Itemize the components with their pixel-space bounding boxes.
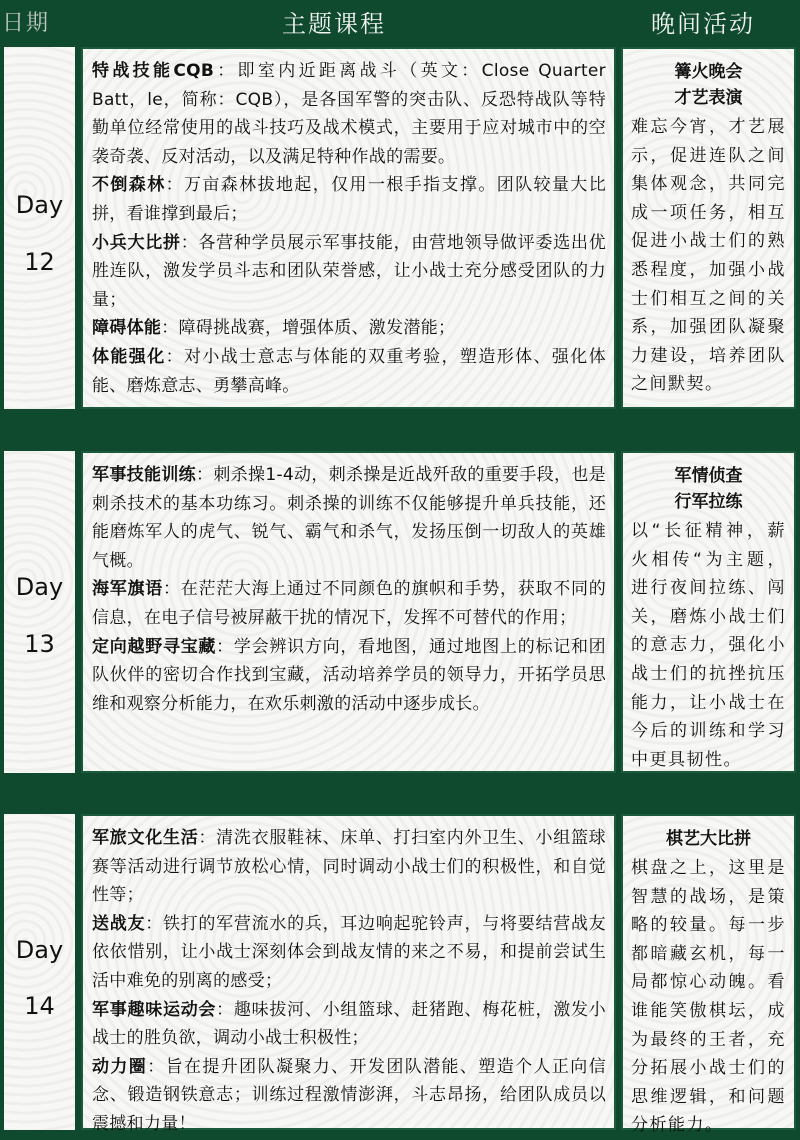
header-evening: 晚间活动 (651, 10, 755, 38)
topic-item (92, 824, 606, 910)
topic-title: 动力圈 (92, 1056, 148, 1077)
topic-text: ：旨在提升团队凝聚力、开发团队潜能、塑造个人正向信念、锻造钢铁意志；训练过程激情澎湃，斗志昂扬，给团队成员以震撼和力量！ (92, 1056, 607, 1134)
topic-title: 送战友 (92, 913, 146, 934)
topic-item (92, 633, 606, 719)
topic-item (92, 229, 606, 315)
table-header (0, 0, 800, 40)
topic-list (92, 824, 606, 1139)
day-label: Day (15, 191, 64, 219)
topic-item (92, 314, 606, 343)
evening-cell-13 (621, 451, 796, 773)
topic-item (92, 461, 606, 575)
day-label: Day (15, 573, 64, 601)
topic-title: 海军旗语 (92, 579, 163, 600)
evening-description: 以“长征精神，薪火相传“为主题，进行夜间拉练、闯关，磨炼小战士们的意志力，强化小战士们的抗挫抗压能力，让小战士在今后的训练和学习中更具韧性。 (631, 521, 786, 770)
topic-item (92, 575, 606, 632)
day-cell-12 (4, 47, 75, 409)
topic-text: ：铁打的军营流水的兵，耳边响起驼铃声，与将要结营战友依依惜别，让小战士深刻体会到战友情的来之不易，和提前尝试生活中难免的别离的感受； (92, 913, 606, 991)
topic-cell-12 (81, 47, 616, 409)
topic-title: 障碍体能 (92, 318, 162, 339)
topic-item (92, 343, 606, 400)
topic-item (92, 1053, 606, 1139)
topic-list (92, 461, 606, 718)
day-number: 13 (24, 630, 55, 658)
evening-title: 才艺表演 (674, 88, 743, 108)
evening-description: 难忘今宵，才艺展示，促进连队之间集体观念，共同完成一项任务，相互促进小战士们的熟悉程度，加强小战士们相互之间的关系，加强团队凝聚力建设，培养团队之间默契。 (631, 117, 786, 395)
evening-title: 军情侦查 (674, 466, 743, 486)
day-cell-14 (4, 814, 75, 1130)
day-cell-13 (4, 451, 75, 773)
topic-title: 军旅文化生活 (92, 828, 199, 848)
topic-list (92, 57, 606, 400)
topic-item (92, 996, 606, 1053)
topic-text: ：清洗衣服鞋袜、床单、打扫室内外卫生、小组篮球赛等活动进行调节放松心情，同时调动小战士们的积极性，和自觉性等； (92, 828, 606, 906)
evening-title: 棋艺大比拼 (666, 829, 751, 849)
topic-cell-14 (81, 814, 616, 1134)
topic-text: ：学会辨识方向，看地图，通过地图上的标记和团队伙伴的密切合作找到宝藏，活动培养学员的领导力，开拓学员思维和观察分析能力，在欢乐刺激的活动中逐步成长。 (92, 636, 606, 714)
topic-item (92, 910, 606, 996)
day-number: 12 (24, 248, 55, 276)
topic-text: ：在茫茫大海上通过不同颜色的旗帜和手势，获取不同的信息，在电子信号被屏蔽干扰的情况下，发挥不可替代的作用； (92, 579, 607, 628)
topic-title: 体能强化 (92, 346, 166, 367)
topic-item (92, 171, 606, 228)
evening-cell-12 (621, 47, 796, 409)
topic-text: ：趣味拔河、小组篮球、赶猪跑、梅花桩，激发小战士的胜负欲，调动小战士积极性； (92, 999, 606, 1049)
evening-description: 棋盘之上，这里是智慧的战场，是策略的较量。每一步都暗藏玄机，每一局都惊心动魄。看谁能笑傲棋坛，成为最终的王者，充分拓展小战士们的思维逻辑，和问题分析能力。 (631, 858, 786, 1136)
topic-title: 特战技能CQB (92, 61, 215, 81)
evening-cell-14 (621, 814, 796, 1136)
day-number: 14 (24, 992, 55, 1020)
topic-title: 小兵大比拼 (92, 232, 181, 253)
header-date: 日期 (2, 11, 51, 36)
evening-title: 篝火晚会 (674, 62, 743, 82)
evening-content (631, 59, 786, 399)
evening-content (631, 463, 786, 774)
topic-cell-13 (81, 451, 616, 773)
header-topic: 主题课程 (282, 10, 386, 38)
topic-text: ：对小战士意志与体能的双重考验，塑造形体、强化体能、磨炼意志、勇攀高峰。 (92, 346, 607, 396)
evening-title: 行军拉练 (674, 492, 743, 512)
topic-title: 军事趣味运动会 (92, 999, 217, 1020)
topic-title: 军事技能训练 (92, 465, 196, 485)
topic-title: 定向越野寻宝藏 (92, 636, 217, 657)
topic-text: ：障碍挑战赛，增强体质、激发潜能； (161, 318, 456, 339)
day-label: Day (15, 936, 64, 964)
topic-item (92, 57, 606, 171)
topic-text: ：即室内近距离战斗（英文：Close Quarter Batt，le，简称：CQB），是各国军警的突击队、反恐特战队等特勤单位经常使用的战斗技巧及战术模式，主要用于应对城市中的空袭奇袭、反对活动，以及满足特种作战的需要。 (92, 61, 606, 167)
topic-text: ：各营种学员展示军事技能，由营地领导做评委选出优胜连队，激发学员斗志和团队荣誉感，让小战士充分感受团队的力量； (92, 232, 607, 310)
topic-text: ：万亩森林拔地起，仅用一根手指支撑。团队较量大比拼，看谁撑到最后； (92, 175, 607, 224)
evening-content (631, 826, 786, 1140)
topic-text: ：刺杀操1-4动，刺杀操是近战歼敌的重要手段，也是刺杀技术的基本功练习。刺杀操的训练不仅能够提升单兵技能，还能磨炼军人的虎气、锐气、霸气和杀气，发扬压倒一切敌人的英雄气概。 (92, 465, 606, 571)
topic-title: 不倒森林 (92, 175, 166, 196)
